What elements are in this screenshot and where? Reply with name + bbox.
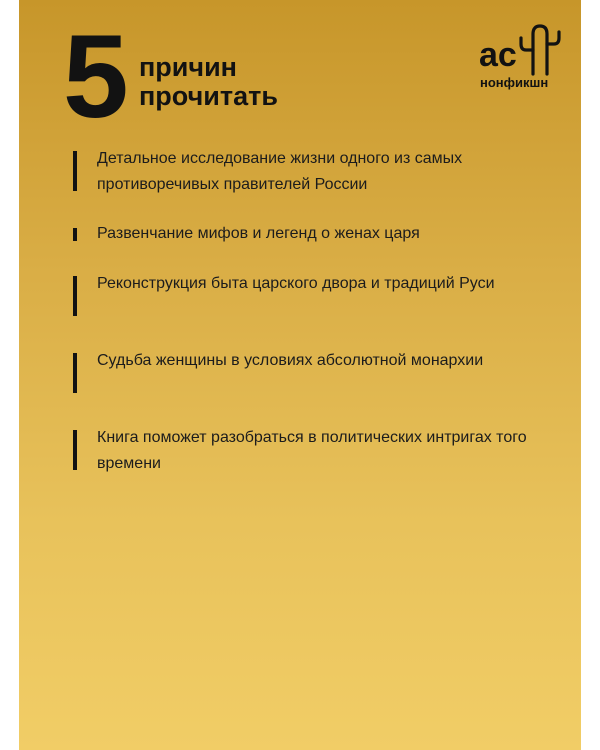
reason-text: Судьба женщины в условиях абсолютной монархии [97, 352, 484, 369]
reasons-card [19, 0, 581, 750]
reason-text: Развенчание мифов и легенд о женах царя [97, 225, 420, 242]
title-line-2: прочитать [139, 81, 278, 111]
reason-text: Реконструкция быта царского двора и традиций Руси [97, 275, 495, 292]
item-bar [73, 430, 77, 470]
item-bar [73, 353, 77, 393]
page-title [139, 53, 278, 111]
title-line-1: причин [139, 52, 237, 82]
reason-text: Книга поможет разобраться в политических интригах того времени [97, 429, 527, 472]
cactus-icon [477, 20, 567, 92]
publisher-logo [477, 20, 567, 92]
item-bar [73, 276, 77, 316]
reasons-count: 5 [63, 11, 127, 143]
item-bar [73, 151, 77, 191]
item-bar [73, 228, 77, 241]
logo-top-text: ас [479, 36, 517, 74]
logo-bottom-text: нонфикшн [480, 75, 549, 90]
reason-text: Детальное исследование жизни одного из самых противоречивых правителей России [97, 150, 463, 193]
